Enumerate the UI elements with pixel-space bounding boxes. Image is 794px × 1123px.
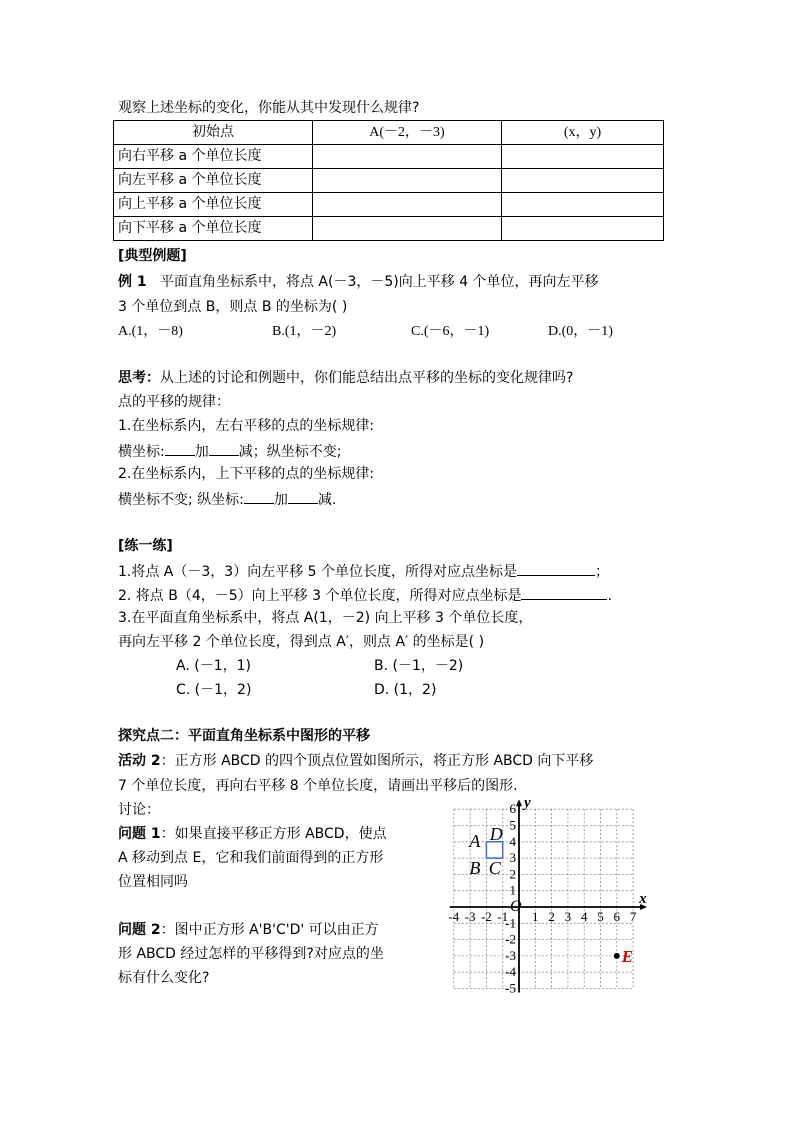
y-tick-label: 6 bbox=[509, 801, 516, 817]
y-tick-label: -2 bbox=[505, 931, 516, 947]
practice-q2 bbox=[118, 584, 612, 606]
table-row-label: 向右平移 a 个单位长度 bbox=[114, 145, 313, 169]
rule-1-mid: 加 bbox=[194, 444, 209, 460]
question-2-text: ：图中正方形 A'B'C'D' 可以由正方 bbox=[160, 922, 379, 938]
y-tick-label: -5 bbox=[505, 980, 516, 996]
y-axis-arrow bbox=[516, 800, 522, 806]
vertex-label-c: C bbox=[488, 858, 501, 879]
practice-q1-text: 1.将点 A（－3，3）向左平移 5 个单位长度，所得对应点坐标是 bbox=[118, 564, 518, 580]
activity-line2: 7 个单位长度，再向右平移 8 个单位长度，请画出平移后的图形. bbox=[118, 778, 518, 794]
table-row-label: 向左平移 a 个单位长度 bbox=[114, 169, 313, 193]
y-tick-label: 2 bbox=[509, 866, 516, 882]
vertex-label-d: D bbox=[489, 823, 503, 844]
table-row-label: 向上平移 a 个单位长度 bbox=[114, 193, 313, 217]
section-title-examples: [典型例题] bbox=[118, 248, 187, 264]
question-1-line1 bbox=[118, 824, 387, 844]
rule-2-prefix: 横坐标不变; 纵坐标: bbox=[118, 492, 244, 508]
question-1-label: 问题 1 bbox=[118, 826, 161, 842]
question-2-line1 bbox=[118, 920, 379, 940]
table-header-cell: (x，y) bbox=[502, 121, 664, 145]
x-tick-label: -3 bbox=[464, 909, 476, 924]
x-tick-label: 7 bbox=[629, 909, 637, 924]
explore-title: 探究点二：平面直角坐标系中图形的平移 bbox=[118, 728, 370, 744]
rule-2-mid: 加 bbox=[273, 492, 288, 508]
practice-q1 bbox=[118, 560, 609, 582]
rule-1-suffix: 减；纵坐标不变; bbox=[238, 444, 342, 460]
rule-1-prefix: 横坐标: bbox=[118, 444, 165, 460]
vertex-label-b: B bbox=[469, 858, 481, 879]
table-cell-empty[interactable] bbox=[502, 169, 664, 193]
y-tick-label: -3 bbox=[505, 947, 516, 963]
observation-table bbox=[113, 120, 664, 241]
practice-q1-end: ； bbox=[595, 564, 610, 580]
q3-option-c[interactable]: C. (－1，2) bbox=[176, 682, 252, 698]
table-cell-empty[interactable] bbox=[502, 193, 664, 217]
example-1-line2: 3 个单位到点 B，则点 B 的坐标为( ) bbox=[118, 299, 348, 315]
table-cell-empty[interactable] bbox=[502, 145, 664, 169]
rule-2: 2.在坐标系内，上下平移的点的坐标规律: bbox=[118, 466, 375, 482]
table-header-cell: 初始点 bbox=[114, 121, 313, 145]
question-1-line2: A 移动到点 E，它和我们前面得到的正方形 bbox=[118, 850, 384, 866]
activity-line1 bbox=[118, 751, 593, 771]
rule-1-fill bbox=[118, 440, 341, 462]
table-cell-empty[interactable] bbox=[313, 193, 502, 217]
coordinate-grid bbox=[445, 800, 655, 1005]
x-tick-label: 4 bbox=[580, 909, 588, 924]
table-row-label: 向下平移 a 个单位长度 bbox=[114, 217, 313, 241]
example-label: 例 1 bbox=[118, 274, 147, 290]
x-tick-label: -2 bbox=[480, 909, 492, 924]
table-cell-empty[interactable] bbox=[502, 217, 664, 241]
blank-field[interactable] bbox=[165, 440, 195, 456]
x-tick-label: -4 bbox=[448, 909, 460, 924]
question-2-line2: 形 ABCD 经过怎样的平移得到?对应点的坐 bbox=[118, 946, 384, 962]
x-tick-label: -1 bbox=[497, 909, 509, 924]
option-b[interactable]: B.(1，－2) bbox=[272, 324, 337, 339]
point-e bbox=[614, 953, 620, 959]
q3-option-d[interactable]: D. (1，2) bbox=[374, 682, 437, 698]
think-line bbox=[118, 368, 573, 388]
activity-label: 活动 2 bbox=[118, 753, 161, 769]
section-title-practice: [练一练] bbox=[118, 538, 173, 554]
y-tick-label: 5 bbox=[509, 817, 516, 833]
q3-option-b[interactable]: B. (－1，－2) bbox=[374, 658, 464, 674]
practice-q3-line1: 3.在平面直角坐标系中，将点 A(1，－2) 向上平移 3 个单位长度， bbox=[118, 610, 533, 626]
blank-field[interactable] bbox=[244, 488, 274, 504]
practice-q2-end: . bbox=[607, 588, 612, 604]
blank-field[interactable] bbox=[288, 488, 318, 504]
intro-text: 观察上述坐标的变化，你能从其中发现什么规律? bbox=[118, 100, 420, 116]
x-tick-label: 6 bbox=[613, 909, 621, 924]
question-1-line3: 位置相同吗 bbox=[118, 874, 188, 890]
y-tick-label: -1 bbox=[505, 915, 516, 931]
answer-blank[interactable] bbox=[517, 560, 595, 576]
table-row bbox=[114, 145, 664, 169]
y-tick-label: 3 bbox=[509, 850, 516, 866]
discuss-label: 讨论： bbox=[118, 802, 160, 818]
table-cell-empty[interactable] bbox=[313, 169, 502, 193]
x-tick-label: 2 bbox=[548, 909, 555, 924]
q3-option-a[interactable]: A. (－1，1) bbox=[176, 658, 251, 674]
y-tick-label: 4 bbox=[509, 833, 516, 849]
origin-label: O bbox=[510, 898, 522, 915]
question-2-line3: 标有什么变化? bbox=[118, 970, 210, 986]
x-tick-label: 3 bbox=[564, 909, 572, 924]
x-tick-label: 1 bbox=[532, 909, 539, 924]
table-row bbox=[114, 193, 664, 217]
point-e-label: E bbox=[621, 946, 634, 966]
think-label: 思考： bbox=[118, 370, 160, 386]
question-2-label: 问题 2 bbox=[118, 922, 161, 938]
y-tick-label: 1 bbox=[509, 882, 516, 898]
table-row bbox=[114, 217, 664, 241]
x-axis-label: x bbox=[639, 891, 647, 907]
example-text: 平面直角坐标系中，将点 A(－3，－5)向上平移 4 个单位，再向左平移 bbox=[159, 274, 599, 290]
x-tick-label: 5 bbox=[597, 909, 604, 924]
example-1-line1 bbox=[118, 272, 599, 292]
option-d[interactable]: D.(0，－1) bbox=[548, 324, 613, 339]
square-abcd bbox=[486, 842, 502, 858]
table-row bbox=[114, 169, 664, 193]
y-axis-label: y bbox=[524, 800, 531, 812]
rule-1: 1.在坐标系内，左右平移的点的坐标规律: bbox=[118, 418, 375, 434]
y-tick-label: -4 bbox=[505, 964, 516, 980]
question-1-text: ：如果直接平移正方形 ABCD，使点 bbox=[160, 826, 387, 842]
option-a[interactable]: A.(1，－8) bbox=[118, 324, 183, 339]
blank-field[interactable] bbox=[209, 440, 239, 456]
option-c[interactable]: C.(－6，－1) bbox=[411, 324, 490, 339]
table-header-cell: A(－2，－3) bbox=[313, 121, 502, 145]
rule-title: 点的平移的规律： bbox=[118, 394, 230, 410]
practice-q3-line2: 再向左平移 2 个单位长度，得到点 A′，则点 A′ 的坐标是( ) bbox=[118, 634, 485, 650]
vertex-label-a: A bbox=[469, 830, 481, 851]
think-text: 从上述的讨论和例题中，你们能总结出点平移的坐标的变化规律吗? bbox=[160, 370, 574, 386]
rule-2-fill bbox=[118, 488, 336, 510]
answer-blank[interactable] bbox=[521, 584, 607, 600]
practice-q2-text: 2. 将点 B（4，－5）向上平移 3 个单位长度，所得对应点坐标是 bbox=[118, 588, 522, 604]
table-header-row bbox=[114, 121, 664, 145]
table-cell-empty[interactable] bbox=[313, 145, 502, 169]
table-cell-empty[interactable] bbox=[313, 217, 502, 241]
rule-2-suffix: 减. bbox=[317, 492, 337, 508]
activity-text: ：正方形 ABCD 的四个顶点位置如图所示，将正方形 ABCD 向下平移 bbox=[160, 753, 594, 769]
